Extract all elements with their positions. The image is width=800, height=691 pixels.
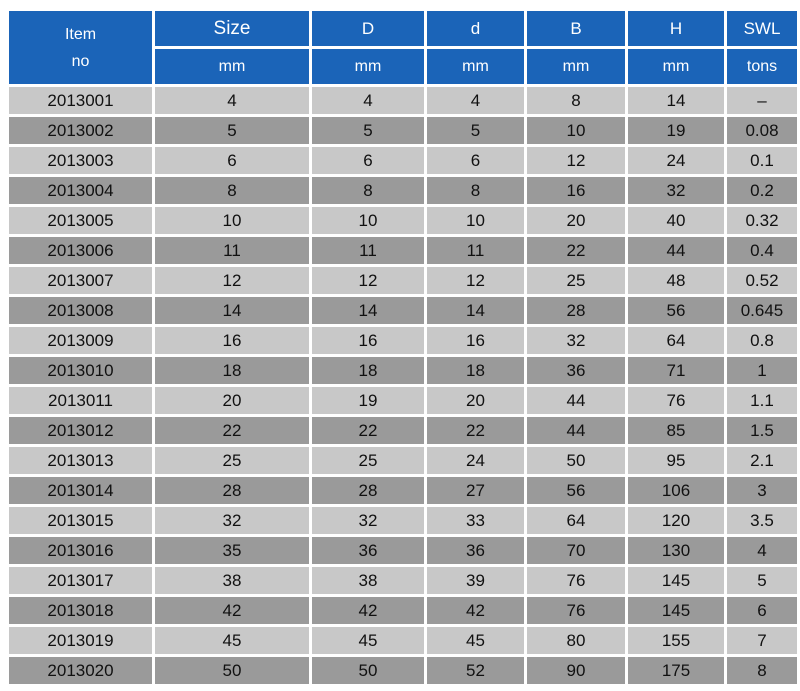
unit-swl: tons [727, 49, 797, 84]
cell-d-inner: 22 [427, 417, 524, 444]
cell-size: 28 [155, 477, 309, 504]
unit-d-inner: mm [427, 49, 524, 84]
cell-d-inner: 11 [427, 237, 524, 264]
cell-item-no: 2013003 [9, 147, 152, 174]
cell-b: 64 [527, 507, 625, 534]
spec-table [6, 8, 800, 687]
table-row [9, 177, 797, 204]
cell-swl: 1.1 [727, 387, 797, 414]
cell-size: 5 [155, 117, 309, 144]
cell-b: 90 [527, 657, 625, 684]
cell-h: 76 [628, 387, 724, 414]
cell-swl: 0.08 [727, 117, 797, 144]
cell-d-inner: 52 [427, 657, 524, 684]
header-swl: SWL [727, 11, 797, 46]
table-row [9, 267, 797, 294]
cell-b: 44 [527, 387, 625, 414]
cell-d-outer: 12 [312, 267, 424, 294]
cell-size: 18 [155, 357, 309, 384]
header-h: H [628, 11, 724, 46]
cell-h: 106 [628, 477, 724, 504]
cell-swl: 6 [727, 597, 797, 624]
cell-item-no: 2013009 [9, 327, 152, 354]
cell-h: 48 [628, 267, 724, 294]
cell-d-outer: 25 [312, 447, 424, 474]
cell-item-no: 2013005 [9, 207, 152, 234]
cell-item-no: 2013016 [9, 537, 152, 564]
cell-swl: 1.5 [727, 417, 797, 444]
cell-size: 12 [155, 267, 309, 294]
table-row [9, 597, 797, 624]
cell-b: 20 [527, 207, 625, 234]
cell-item-no: 2013004 [9, 177, 152, 204]
cell-d-outer: 14 [312, 297, 424, 324]
cell-swl: – [727, 87, 797, 114]
cell-swl: 2.1 [727, 447, 797, 474]
cell-d-inner: 20 [427, 387, 524, 414]
cell-d-inner: 6 [427, 147, 524, 174]
table-row [9, 357, 797, 384]
table-row [9, 567, 797, 594]
table-row [9, 447, 797, 474]
cell-swl: 0.1 [727, 147, 797, 174]
cell-h: 145 [628, 597, 724, 624]
cell-swl: 0.4 [727, 237, 797, 264]
cell-h: 56 [628, 297, 724, 324]
unit-d-outer: mm [312, 49, 424, 84]
cell-item-no: 2013007 [9, 267, 152, 294]
cell-size: 6 [155, 147, 309, 174]
cell-size: 20 [155, 387, 309, 414]
cell-b: 8 [527, 87, 625, 114]
cell-item-no: 2013014 [9, 477, 152, 504]
cell-h: 44 [628, 237, 724, 264]
cell-d-outer: 5 [312, 117, 424, 144]
cell-item-no: 2013010 [9, 357, 152, 384]
cell-item-no: 2013019 [9, 627, 152, 654]
cell-d-outer: 16 [312, 327, 424, 354]
cell-h: 71 [628, 357, 724, 384]
cell-item-no: 2013015 [9, 507, 152, 534]
spec-table-container [6, 8, 794, 687]
cell-size: 8 [155, 177, 309, 204]
header-item-line2: no [71, 52, 90, 70]
cell-d-outer: 6 [312, 147, 424, 174]
cell-b: 22 [527, 237, 625, 264]
table-row [9, 207, 797, 234]
header-item-no [9, 11, 152, 84]
header-row-labels [9, 11, 797, 46]
cell-b: 32 [527, 327, 625, 354]
cell-d-inner: 45 [427, 627, 524, 654]
cell-h: 32 [628, 177, 724, 204]
cell-size: 38 [155, 567, 309, 594]
table-row [9, 117, 797, 144]
cell-d-inner: 18 [427, 357, 524, 384]
header-b: B [527, 11, 625, 46]
cell-d-inner: 12 [427, 267, 524, 294]
cell-d-inner: 33 [427, 507, 524, 534]
header-d-outer: D [312, 11, 424, 46]
cell-swl: 7 [727, 627, 797, 654]
cell-size: 35 [155, 537, 309, 564]
unit-h: mm [628, 49, 724, 84]
table-row [9, 537, 797, 564]
cell-h: 145 [628, 567, 724, 594]
table-row [9, 657, 797, 684]
cell-item-no: 2013012 [9, 417, 152, 444]
cell-b: 10 [527, 117, 625, 144]
cell-swl: 4 [727, 537, 797, 564]
cell-d-outer: 8 [312, 177, 424, 204]
table-body [9, 87, 797, 684]
cell-size: 10 [155, 207, 309, 234]
cell-d-outer: 28 [312, 477, 424, 504]
cell-item-no: 2013006 [9, 237, 152, 264]
cell-d-outer: 10 [312, 207, 424, 234]
cell-h: 120 [628, 507, 724, 534]
cell-d-inner: 36 [427, 537, 524, 564]
cell-d-inner: 39 [427, 567, 524, 594]
header-size: Size [155, 11, 309, 46]
cell-item-no: 2013020 [9, 657, 152, 684]
cell-d-inner: 16 [427, 327, 524, 354]
cell-size: 42 [155, 597, 309, 624]
cell-d-inner: 5 [427, 117, 524, 144]
cell-swl: 0.32 [727, 207, 797, 234]
cell-d-outer: 38 [312, 567, 424, 594]
cell-size: 22 [155, 417, 309, 444]
table-row [9, 327, 797, 354]
table-row [9, 627, 797, 654]
cell-h: 95 [628, 447, 724, 474]
cell-swl: 5 [727, 567, 797, 594]
cell-b: 16 [527, 177, 625, 204]
cell-item-no: 2013011 [9, 387, 152, 414]
table-row [9, 147, 797, 174]
cell-d-inner: 10 [427, 207, 524, 234]
cell-d-outer: 18 [312, 357, 424, 384]
cell-d-outer: 45 [312, 627, 424, 654]
cell-d-inner: 14 [427, 297, 524, 324]
cell-b: 28 [527, 297, 625, 324]
cell-d-outer: 42 [312, 597, 424, 624]
cell-d-outer: 11 [312, 237, 424, 264]
cell-d-outer: 19 [312, 387, 424, 414]
cell-item-no: 2013017 [9, 567, 152, 594]
cell-swl: 0.645 [727, 297, 797, 324]
table-row [9, 507, 797, 534]
cell-h: 24 [628, 147, 724, 174]
cell-item-no: 2013002 [9, 117, 152, 144]
table-row [9, 87, 797, 114]
table-row [9, 387, 797, 414]
cell-b: 36 [527, 357, 625, 384]
cell-d-inner: 24 [427, 447, 524, 474]
cell-d-outer: 50 [312, 657, 424, 684]
cell-d-outer: 22 [312, 417, 424, 444]
cell-size: 14 [155, 297, 309, 324]
cell-h: 19 [628, 117, 724, 144]
cell-h: 40 [628, 207, 724, 234]
cell-item-no: 2013008 [9, 297, 152, 324]
cell-size: 16 [155, 327, 309, 354]
cell-swl: 8 [727, 657, 797, 684]
cell-b: 44 [527, 417, 625, 444]
table-row [9, 237, 797, 264]
cell-h: 175 [628, 657, 724, 684]
cell-d-inner: 27 [427, 477, 524, 504]
cell-b: 56 [527, 477, 625, 504]
cell-h: 155 [628, 627, 724, 654]
cell-d-inner: 42 [427, 597, 524, 624]
cell-swl: 1 [727, 357, 797, 384]
cell-d-outer: 32 [312, 507, 424, 534]
cell-d-outer: 36 [312, 537, 424, 564]
cell-b: 80 [527, 627, 625, 654]
cell-size: 11 [155, 237, 309, 264]
header-d-inner: d [427, 11, 524, 46]
cell-h: 130 [628, 537, 724, 564]
cell-size: 32 [155, 507, 309, 534]
cell-h: 14 [628, 87, 724, 114]
cell-h: 85 [628, 417, 724, 444]
cell-swl: 3 [727, 477, 797, 504]
cell-size: 25 [155, 447, 309, 474]
unit-b: mm [527, 49, 625, 84]
cell-b: 50 [527, 447, 625, 474]
cell-swl: 3.5 [727, 507, 797, 534]
cell-size: 50 [155, 657, 309, 684]
cell-size: 4 [155, 87, 309, 114]
table-row [9, 417, 797, 444]
cell-b: 70 [527, 537, 625, 564]
cell-b: 25 [527, 267, 625, 294]
cell-b: 76 [527, 567, 625, 594]
cell-item-no: 2013018 [9, 597, 152, 624]
table-header [9, 11, 797, 84]
cell-h: 64 [628, 327, 724, 354]
table-row [9, 297, 797, 324]
cell-item-no: 2013013 [9, 447, 152, 474]
header-item-line1: Item [64, 25, 97, 43]
cell-swl: 0.8 [727, 327, 797, 354]
cell-size: 45 [155, 627, 309, 654]
table-row [9, 477, 797, 504]
cell-d-inner: 4 [427, 87, 524, 114]
cell-b: 76 [527, 597, 625, 624]
cell-swl: 0.2 [727, 177, 797, 204]
cell-d-inner: 8 [427, 177, 524, 204]
cell-swl: 0.52 [727, 267, 797, 294]
cell-b: 12 [527, 147, 625, 174]
cell-d-outer: 4 [312, 87, 424, 114]
unit-size: mm [155, 49, 309, 84]
cell-item-no: 2013001 [9, 87, 152, 114]
